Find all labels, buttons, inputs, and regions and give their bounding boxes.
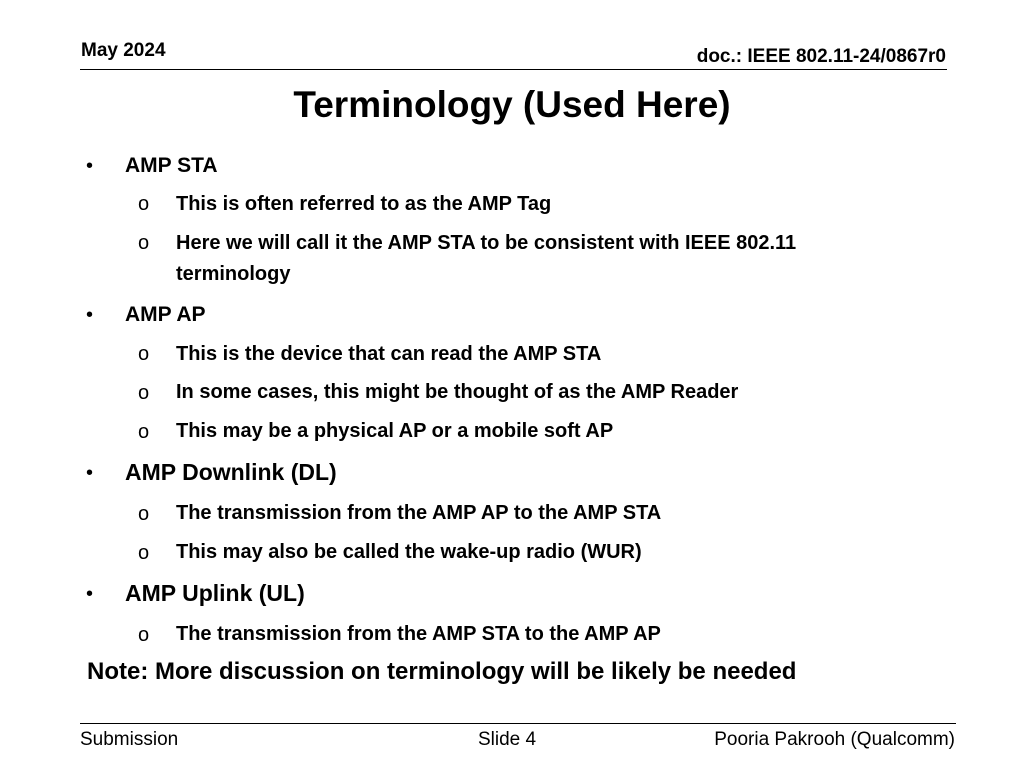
sub-bullet-marker: o [138, 232, 150, 254]
bullet-amp-ap: AMP AP [125, 303, 206, 326]
sub-item-continuation: terminology [176, 263, 291, 285]
bullet-marker: • [86, 583, 94, 605]
header-date: May 2024 [81, 40, 166, 61]
sub-bullet-marker: o [138, 343, 150, 365]
sub-item: The transmission from the AMP STA to the AMP AP [176, 623, 661, 645]
bullet-amp-sta: AMP STA [125, 154, 218, 177]
footer-submission: Submission [80, 729, 179, 750]
sub-bullet-marker: o [138, 421, 150, 443]
sub-item: In some cases, this might be thought of as the AMP Reader [176, 381, 739, 403]
header-divider [80, 69, 947, 70]
bullet-amp-uplink: AMP Uplink (UL) [125, 580, 305, 606]
bullet-marker: • [86, 462, 94, 484]
footer-divider [80, 723, 956, 724]
sub-item: This is often referred to as the AMP Tag [176, 193, 552, 215]
note-text: Note: More discussion on terminology will be likely be needed [87, 658, 797, 685]
bullet-marker: • [86, 304, 94, 326]
header-doc-id: doc.: IEEE 802.11-24/0867r0 [696, 46, 946, 67]
footer-author: Pooria Pakrooh (Qualcomm) [714, 729, 955, 750]
sub-item: The transmission from the AMP AP to the AMP STA [176, 502, 662, 524]
sub-item: This may be a physical AP or a mobile soft AP [176, 420, 614, 442]
sub-item: Here we will call it the AMP STA to be consistent with IEEE 802.11 [176, 232, 797, 254]
sub-bullet-marker: o [138, 542, 150, 564]
sub-item: This may also be called the wake-up radio (WUR) [176, 541, 642, 563]
sub-bullet-marker: o [138, 193, 150, 215]
slide-title: Terminology (Used Here) [293, 84, 731, 125]
footer-slide-number: Slide 4 [478, 729, 537, 750]
sub-item: This is the device that can read the AMP STA [176, 343, 602, 365]
bullet-amp-downlink: AMP Downlink (DL) [125, 459, 337, 485]
sub-bullet-marker: o [138, 382, 150, 404]
sub-bullet-marker: o [138, 624, 150, 646]
bullet-marker: • [86, 155, 94, 177]
sub-bullet-marker: o [138, 503, 150, 525]
